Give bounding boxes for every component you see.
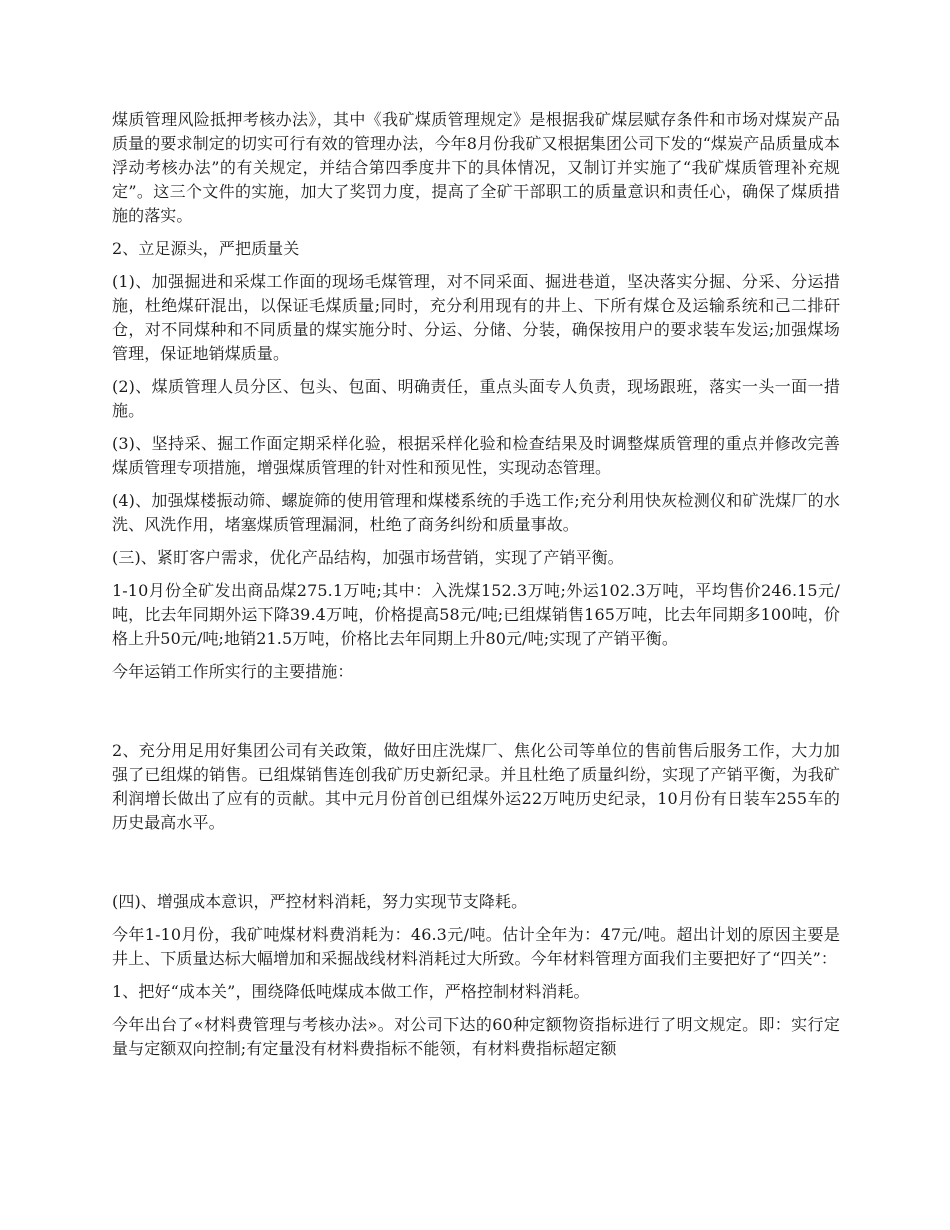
blank-gap xyxy=(112,693,840,739)
paragraph-item-3: (3)、坚持采、掘工作面定期采样化验，根据采样化验和检查结果及时调整煤质管理的重点并修改完善煤质管理专项措施，增强煤质管理的针对性和预见性，实现动态管理。 xyxy=(112,434,840,477)
paragraph-item-1: (1)、加强掘进和采煤工作面的现场毛煤管理，对不同采面、掘进巷道，坚决落实分掘、分采、分运措施，杜绝煤矸混出，以保证毛煤质量;同时，充分利用现有的井上、下所有煤仓及运输系统和己二排矸仓，对不同煤种和不同质量的煤实施分时、分运、分储、分装，确保按用户的要求装车发运;加强煤场管理，保证地销煤质量。 xyxy=(112,272,840,363)
paragraph-sales-measures-intro: 今年运销工作所实行的主要措施： xyxy=(112,662,354,681)
paragraph-item-4: (4)、加强煤楼振动筛、螺旋筛的使用管理和煤楼系统的手选工作;充分利用快灰检测仪和矿洗煤厂的水洗、风洗作用，堵塞煤质管理漏洞，杜绝了商务纠纷和质量事故。 xyxy=(112,491,840,534)
paragraph-material-rules: 今年出台了«材料费管理与考核办法»。对公司下达的60种定额物资指标进行了明文规定。即：实行定量与定额双向控制;有定量没有材料费指标不能领，有材料费指标超定额 xyxy=(112,1015,840,1058)
heading-source-quality: 2、立足源头，严把质量关 xyxy=(112,239,300,258)
paragraph-material-cost: 今年1-10月份，我矿吨煤材料费消耗为：46.3元/吨。估计全年为：47元/吨。超出计划的原因主要是井上、下质量达标大幅增加和采掘战线材料消耗过大所致。今年材料管理方面我们主要把好了“四关”： xyxy=(112,925,840,968)
paragraph-sales-measure-2: 2、充分用足用好集团公司有关政策，做好田庄洗煤厂、焦化公司等单位的售前售后服务工作，大力加强了已组煤的销售。已组煤销售连创我矿历史新纪录。并且杜绝了质量纠纷，实现了产销平衡，为我矿利润增长做出了应有的贡献。其中元月份首创已组煤外运22万吨历史纪录，10月份有日装车255车的历史最高水平。 xyxy=(112,741,840,832)
heading-section-3: (三)、紧盯客户需求，优化产品结构，加强市场营销，实现了产销平衡。 xyxy=(112,548,624,567)
paragraph-coal-quality-rules: 煤质管理风险抵押考核办法》，其中《我矿煤质管理规定》是根据我矿煤层赋存条件和市场对煤炭产品质量的要求制定的切实可行有效的管理办法，今年8月份我矿又根据集团公司下发的“煤炭产品质量成本浮动考核办法”的有关规定，并结合第四季度井下的具体情况，又制订并实施了“我矿煤质管理补充规定”。这三个文件的实施，加大了奖罚力度，提高了全矿干部职工的质量意识和责任心，确保了煤质措施的落实。 xyxy=(112,110,840,225)
heading-cost-gate: 1、把好“成本关”，围绕降低吨煤成本做工作，严格控制材料消耗。 xyxy=(112,982,590,1001)
heading-section-4: (四)、增强成本意识，严控材料消耗，努力实现节支降耗。 xyxy=(112,892,528,911)
paragraph-item-2: (2)、煤质管理人员分区、包头、包面、明确责任，重点头面专人负责，现场跟班，落实一头一面一措施。 xyxy=(112,377,840,420)
paragraph-sales-figures: 1-10月份全矿发出商品煤275.1万吨;其中：入洗煤152.3万吨;外运102.3万吨，平均售价246.15元/吨，比去年同期外运下降39.4万吨，价格提高58元/吨;已组煤销售165万吨，比去年同期多100吨，价格上升50元/吨;地销21.5万吨，价格比去年同期上升80元/吨;实现了产销平衡。 xyxy=(112,581,840,648)
blank-gap xyxy=(112,844,840,890)
document-page xyxy=(112,108,840,1070)
